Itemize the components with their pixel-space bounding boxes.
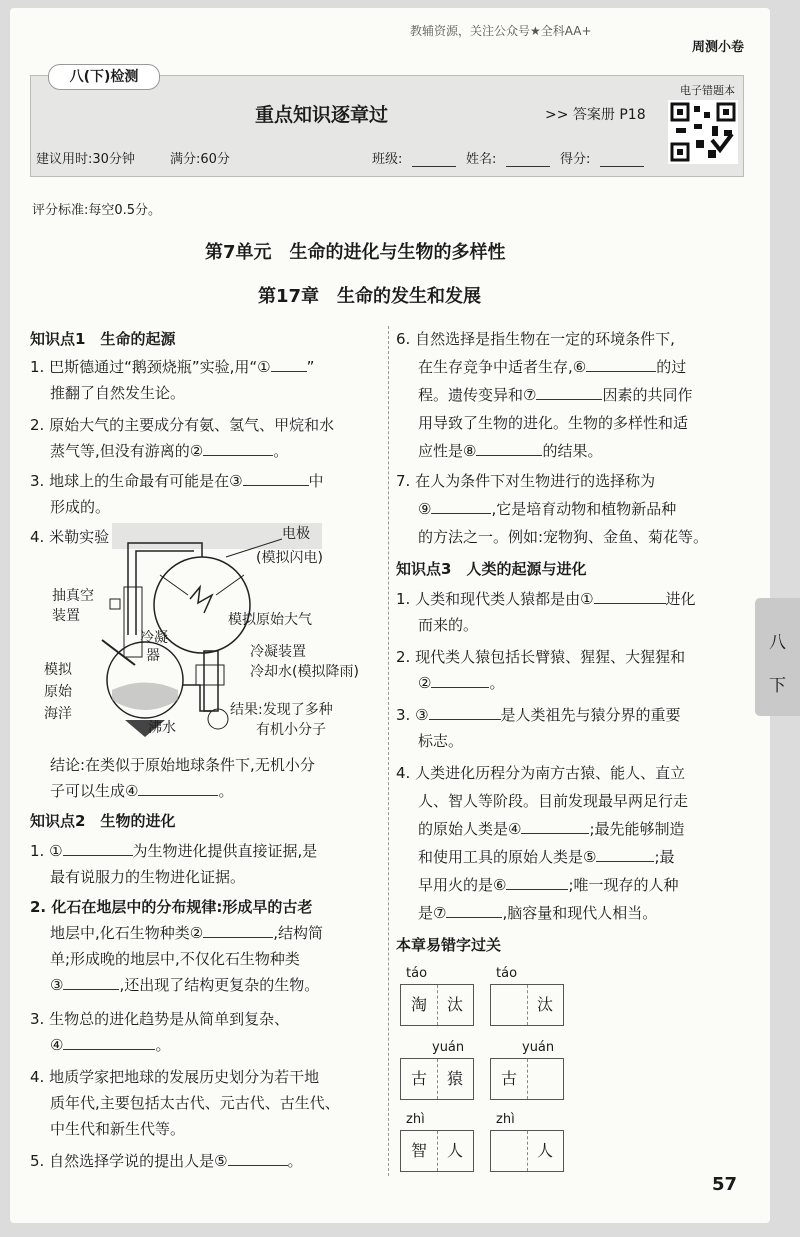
label-vacuum-1: 抽真空 — [52, 588, 94, 604]
evo-3: ④ 。 — [50, 1032, 170, 1058]
grid-cell: 猿 — [446, 1069, 463, 1088]
blank-6[interactable] — [586, 355, 656, 372]
blank-h3[interactable] — [429, 703, 501, 720]
blank-evo-2[interactable] — [203, 921, 273, 938]
side-tab — [755, 598, 800, 716]
question-1 — [30, 354, 314, 380]
q3-cont: 形成的。 — [50, 498, 111, 516]
human-1-cont: 而来的。 — [418, 616, 479, 634]
grid-cell: 古 — [491, 1059, 528, 1099]
label-flash: (模拟闪电) — [256, 550, 323, 566]
blank-h2[interactable] — [431, 671, 489, 688]
label-condense-device: 冷凝装置 — [250, 644, 306, 660]
char-grid-5 — [400, 1130, 474, 1172]
unit-title: 第7单元 生命的进化与生物的多样性 — [205, 242, 506, 263]
q1-text: 1. 巴斯德通过“鹅颈烧瓶”实验,用“① — [30, 358, 271, 376]
chapter-title: 第17章 生命的发生和发展 — [258, 286, 482, 307]
typo-title: 本章易错字过关 — [396, 936, 502, 954]
pinyin-1: táo — [406, 966, 428, 981]
section-heading-1: 知识点1 生命的起源 — [30, 330, 176, 348]
q3-text: 3. 地球上的生命最有可能是在③ — [30, 472, 243, 490]
name-field[interactable] — [506, 150, 550, 167]
human-1: 1. 人类和现代类人猿都是由① 进化 — [396, 586, 696, 612]
q4-text: 4. 米勒实验 — [30, 528, 110, 546]
header-title: 重点知识逐章过 — [255, 104, 389, 126]
top-banner: 教辅资源，关注公众号★全科AA+ — [410, 24, 592, 38]
char-grid-4[interactable] — [490, 1058, 564, 1100]
label-result-2: 有机小分子 — [256, 722, 326, 738]
class-field[interactable] — [412, 150, 456, 167]
section-heading-2: 知识点2 生物的进化 — [30, 812, 176, 830]
blank-evo-5[interactable] — [228, 1149, 288, 1166]
label-ocean-1: 模拟 — [44, 662, 72, 678]
label-boiling-water: 沸水 — [148, 720, 176, 736]
evo-2-line1: 2. 化石在地层中的分布规律:形成早的古老 — [30, 898, 313, 916]
evo-5: 5. 自然选择学说的提出人是⑤ 。 — [30, 1148, 303, 1174]
top-right-label: 周测小卷 — [692, 40, 745, 55]
human-4-line6: 是⑦ ,脑容量和现代人相当。 — [418, 900, 657, 926]
grid-cell-blank[interactable] — [491, 1131, 528, 1171]
grid-cell: 智 — [401, 1131, 438, 1171]
pinyin-3: yuán — [432, 1040, 465, 1055]
nat-7: 程。遗传变异和⑦ 因素的共同作 — [418, 382, 692, 408]
evo-3-line1: 3. 生物总的进化趋势是从简单到复杂、 — [30, 1010, 290, 1028]
blank-h6[interactable] — [506, 873, 568, 890]
human-4-line4: 和使用工具的原始人类是⑤ ;最 — [418, 844, 675, 870]
time-label: 建议用时:30分钟 — [36, 152, 135, 167]
nat-6-line4: 用导致了生物的进化。生物的多样性和适 — [418, 414, 689, 432]
human-3: 3. ③ 是人类祖先与猿分界的重要 — [396, 702, 681, 728]
label-cooling-water: 冷却水(模拟降雨) — [250, 664, 359, 680]
char-grid-6[interactable] — [490, 1130, 564, 1172]
human-2-line1: 2. 现代类人猿包括长臂猿、猩猩、大猩猩和 — [396, 648, 686, 666]
evo-4-line3: 中生代和新生代等。 — [50, 1120, 186, 1138]
qr-label: 电子错题本 — [680, 84, 735, 97]
human-3-cont: 标志。 — [418, 732, 464, 750]
q2-line1: 2. 原始大气的主要成分有氨、氢气、甲烷和水 — [30, 416, 335, 434]
grid-cell: 汰 — [446, 995, 463, 1014]
nat-7-line1: 7. 在人为条件下对生物进行的选择称为 — [396, 472, 656, 490]
conclusion: 子可以生成④ 。 — [50, 778, 233, 804]
q1-cont: 推翻了自然发生论。 — [50, 384, 186, 402]
blank-h4[interactable] — [521, 817, 589, 834]
q1-quote: ” — [306, 358, 315, 376]
blank-evo-3[interactable] — [63, 973, 119, 990]
blank-h5[interactable] — [596, 845, 654, 862]
blank-4[interactable] — [138, 779, 218, 796]
section-heading-3: 知识点3 人类的起源与进化 — [396, 560, 587, 578]
evo-2-line4: ③ ,还出现了结构更复杂的生物。 — [50, 972, 319, 998]
evo-4-line1: 4. 地质学家把地球的发展历史划分为若干地 — [30, 1068, 320, 1086]
blank-evo-1[interactable] — [63, 839, 133, 856]
blank-evo-4[interactable] — [63, 1033, 155, 1050]
nat-8: 应性是⑧ 的结果。 — [418, 438, 602, 464]
blank-2[interactable] — [203, 439, 273, 456]
question-3 — [30, 468, 324, 494]
label-condenser-2: 器 — [146, 648, 160, 664]
nat-9: ⑨ ,它是培育动物和植物新品种 — [418, 496, 676, 522]
blank-3[interactable] — [243, 469, 309, 486]
scoring-rule: 评分标准:每空0.5分。 — [32, 203, 162, 218]
evo-2-line3: 单;形成晚的地层中,不仅化石生物种类 — [50, 950, 300, 968]
evo-1: 1. ① 为生物进化提供直接证据,是 — [30, 838, 317, 864]
column-divider — [388, 326, 389, 1176]
grid-cell: 淘 — [401, 985, 438, 1025]
q3-end: 中 — [308, 472, 324, 490]
blank-h7[interactable] — [446, 901, 502, 918]
nat-7-line3: 的方法之一。例如:宠物狗、金鱼、菊花等。 — [418, 528, 709, 546]
evo-1-cont: 最有说服力的生物进化证据。 — [50, 868, 246, 886]
header-tag: 八(下)检测 — [48, 64, 160, 90]
grid-cell: 人 — [536, 1141, 553, 1160]
char-grid-3 — [400, 1058, 474, 1100]
score-label: 满分:60分 — [170, 152, 230, 167]
pinyin-5: zhì — [406, 1112, 425, 1127]
side-tab-char-1: 八 — [769, 633, 786, 653]
human-4-line3: 的原始人类是④ ;最先能够制造 — [418, 816, 685, 842]
answer-ref: >> 答案册 P18 — [545, 107, 646, 123]
name-label: 姓名: — [466, 152, 497, 167]
conclusion-text: 子可以生成④ — [50, 782, 139, 800]
char-grid-1 — [400, 984, 474, 1026]
q2-text: 蒸气等,但没有游离的② — [50, 442, 204, 460]
got-label: 得分: — [560, 152, 591, 167]
evo-2: 地层中,化石生物种类② ,结构简 — [50, 920, 323, 946]
page-number: 57 — [712, 1174, 738, 1195]
grid-cell: 人 — [446, 1141, 463, 1160]
pinyin-6: zhì — [496, 1112, 515, 1127]
pinyin-4: yuán — [522, 1040, 555, 1055]
human-4-line2: 人、智人等阶段。目前发现最早两足行走 — [418, 792, 689, 810]
grid-cell-blank[interactable] — [491, 985, 528, 1025]
blank-9[interactable] — [431, 497, 491, 514]
grid-cell: 古 — [401, 1059, 438, 1099]
nat-6: 在生存竞争中适者生存,⑥ 的过 — [418, 354, 686, 380]
nat-6-line1: 6. 自然选择是指生物在一定的环境条件下, — [396, 330, 675, 348]
label-atmosphere: 模拟原始大气 — [228, 612, 312, 628]
blank-1[interactable] — [271, 355, 307, 372]
label-ocean-2: 原始 — [44, 684, 72, 700]
label-ocean-3: 海洋 — [44, 706, 72, 722]
label-electrode: 电极 — [282, 526, 310, 542]
label-result-1: 结果:发现了多种 — [230, 702, 333, 718]
human-4-line5: 早用火的是⑥ ;唯一现存的人种 — [418, 872, 679, 898]
pinyin-2: táo — [496, 966, 518, 981]
class-label: 班级: — [372, 152, 403, 167]
question-2: 蒸气等,但没有游离的② 。 — [50, 438, 288, 464]
got-field[interactable] — [600, 150, 644, 167]
grid-cell: 汰 — [536, 995, 553, 1014]
label-vacuum-2: 装置 — [52, 608, 80, 624]
human-4-line1: 4. 人类进化历程分为南方古猿、能人、直立 — [396, 764, 686, 782]
label-condenser-1: 冷凝 — [140, 630, 168, 646]
grid-cell-blank[interactable] — [527, 1059, 563, 1099]
blank-7[interactable] — [536, 383, 602, 400]
blank-h1[interactable] — [594, 587, 666, 604]
conclusion-line1: 结论:在类似于原始地球条件下,无机小分 — [50, 756, 315, 774]
evo-4-line2: 质年代,主要包括太古代、元古代、古生代、 — [50, 1094, 340, 1112]
qr-code-icon[interactable] — [668, 100, 738, 164]
char-grid-2[interactable] — [490, 984, 564, 1026]
human-2: ② 。 — [418, 670, 504, 696]
side-tab-char-2: 下 — [769, 676, 786, 696]
blank-8[interactable] — [476, 439, 542, 456]
